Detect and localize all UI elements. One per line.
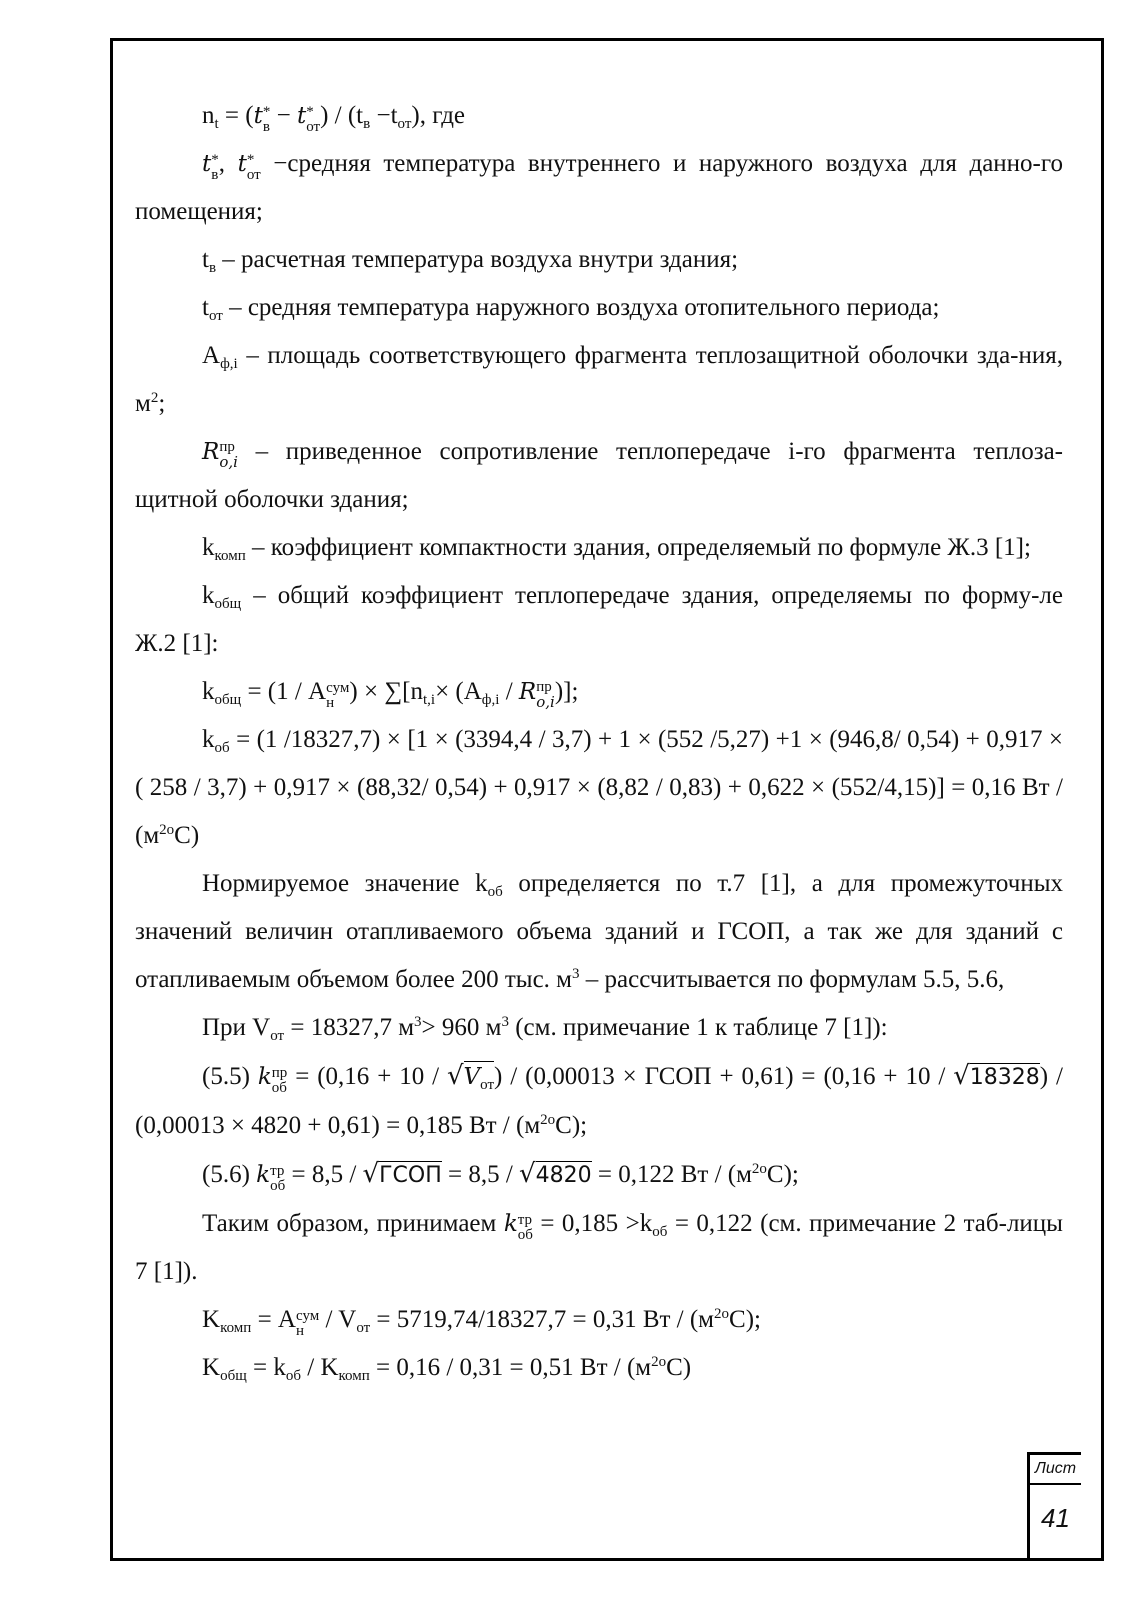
document-body [135,92,1063,1392]
definition-kkomp: $k_{комп}$ – коэффициент компактности здания, определяемый по формуле Ж.3 [1]; [202,534,1031,564]
formula-5-5: (5.5) k пр об = $(0,16 + 10 / √V_{от}) / (0,00013$ × ГСОП + 0,61) = (0,16 + 10 / √18328) / (0,00013 × 4820 + 0,61) = 0,185 Вт / $(м^{2о}С)$; [135,1061,1063,1139]
calculation-kob: $k_{об} = (1$ /18327,7) × [1 × (3394,4 / 3,7) + 1 × (552 /5,27) +1 × (946,8/ 0,54) + 0,917 × ( 258 / 3,7) + 0,917 × (88,32/ 0,54) + 0,917 × (8,82 / 0,83) + 0,622 × (552/4,15)] = 0,16 Вт / $(м^{2о}С)$ [135,726,1063,849]
formula-kobsch: $k_{общ} = (1 / A$ сум н ) × $\sum[n_{t,i}\times (A_{ф,i} / R$ пр o,i )]; [202,678,579,712]
volume-line: При $V_{от} = 18327,7$ $м^3> 960$ $м^3$ (см. примечание 1 к таблице 7 [1]): [202,1014,888,1044]
definition-r: R пр o,i – приведенное сопротивление теплопередаче i-го фрагмента теплоза-щитной оболочки здания; [135,438,1063,513]
normative-paragraph: Нормируемое значение $k_{об}$ определяется по т.7 [1], а для промежуточных значений величин отапливаемого объема зданий и ГСОП, а так же для зданий с отапливаемым объемом более 200 тыс. $м^3$ – рассчитывается по формулам 5.5, 5.6, [135,870,1063,993]
kkomp-calculation: $K_{комп} = A$ сум н / $V_{от} = 5719,74/18327,7 = 0,31$ Вт / $(м^{2о}С)$; [202,1306,761,1340]
sheet-stamp [1027,1452,1081,1558]
conclusion-paragraph: Таким образом, принимаем k тр об = $0,185 >k_{об} = 0,122$ (см. примечание 2 таб-лицы 7 [1]). [135,1210,1063,1285]
definition-tot: $t_{от}$ – средняя температура наружного воздуха отопительного периода; [202,294,940,324]
page-number: 41 [1041,1503,1070,1533]
sheet-label: Лист [1030,1455,1081,1485]
definition-t-star: t * в , t * от −средняя температура внутреннего и наружного воздуха для данно-го помещения; [135,150,1064,225]
formula-nt: $n_t = (t$ * в − t * от ) / $(t_в -t_{от})$, где [202,102,466,136]
definition-af: $A_{ф,i}$ – площадь соответствующего фрагмента теплозащитной оболочки зда-ния, $м^2$; [135,342,1063,417]
kobsch-calculation: $K_{общ} = k_{об} / K_{комп} = 0,16 / 0,31 = 0,51$ Вт / $(м^{2о}С)$ [202,1354,692,1384]
formula-5-6: (5.6) k тр об = 8,5 / √ГСОП = 8,5 / √4820 = 0,122 Вт / $(м^{2о}С)$; [202,1159,799,1195]
definition-tv: $t_в$ – расчетная температура воздуха внутри здания; [202,246,739,276]
definition-kobsch: $k_{общ}$ – общий коэффициент теплопередаче здания, определяемы по форму-ле Ж.2 [1]: [135,582,1063,657]
